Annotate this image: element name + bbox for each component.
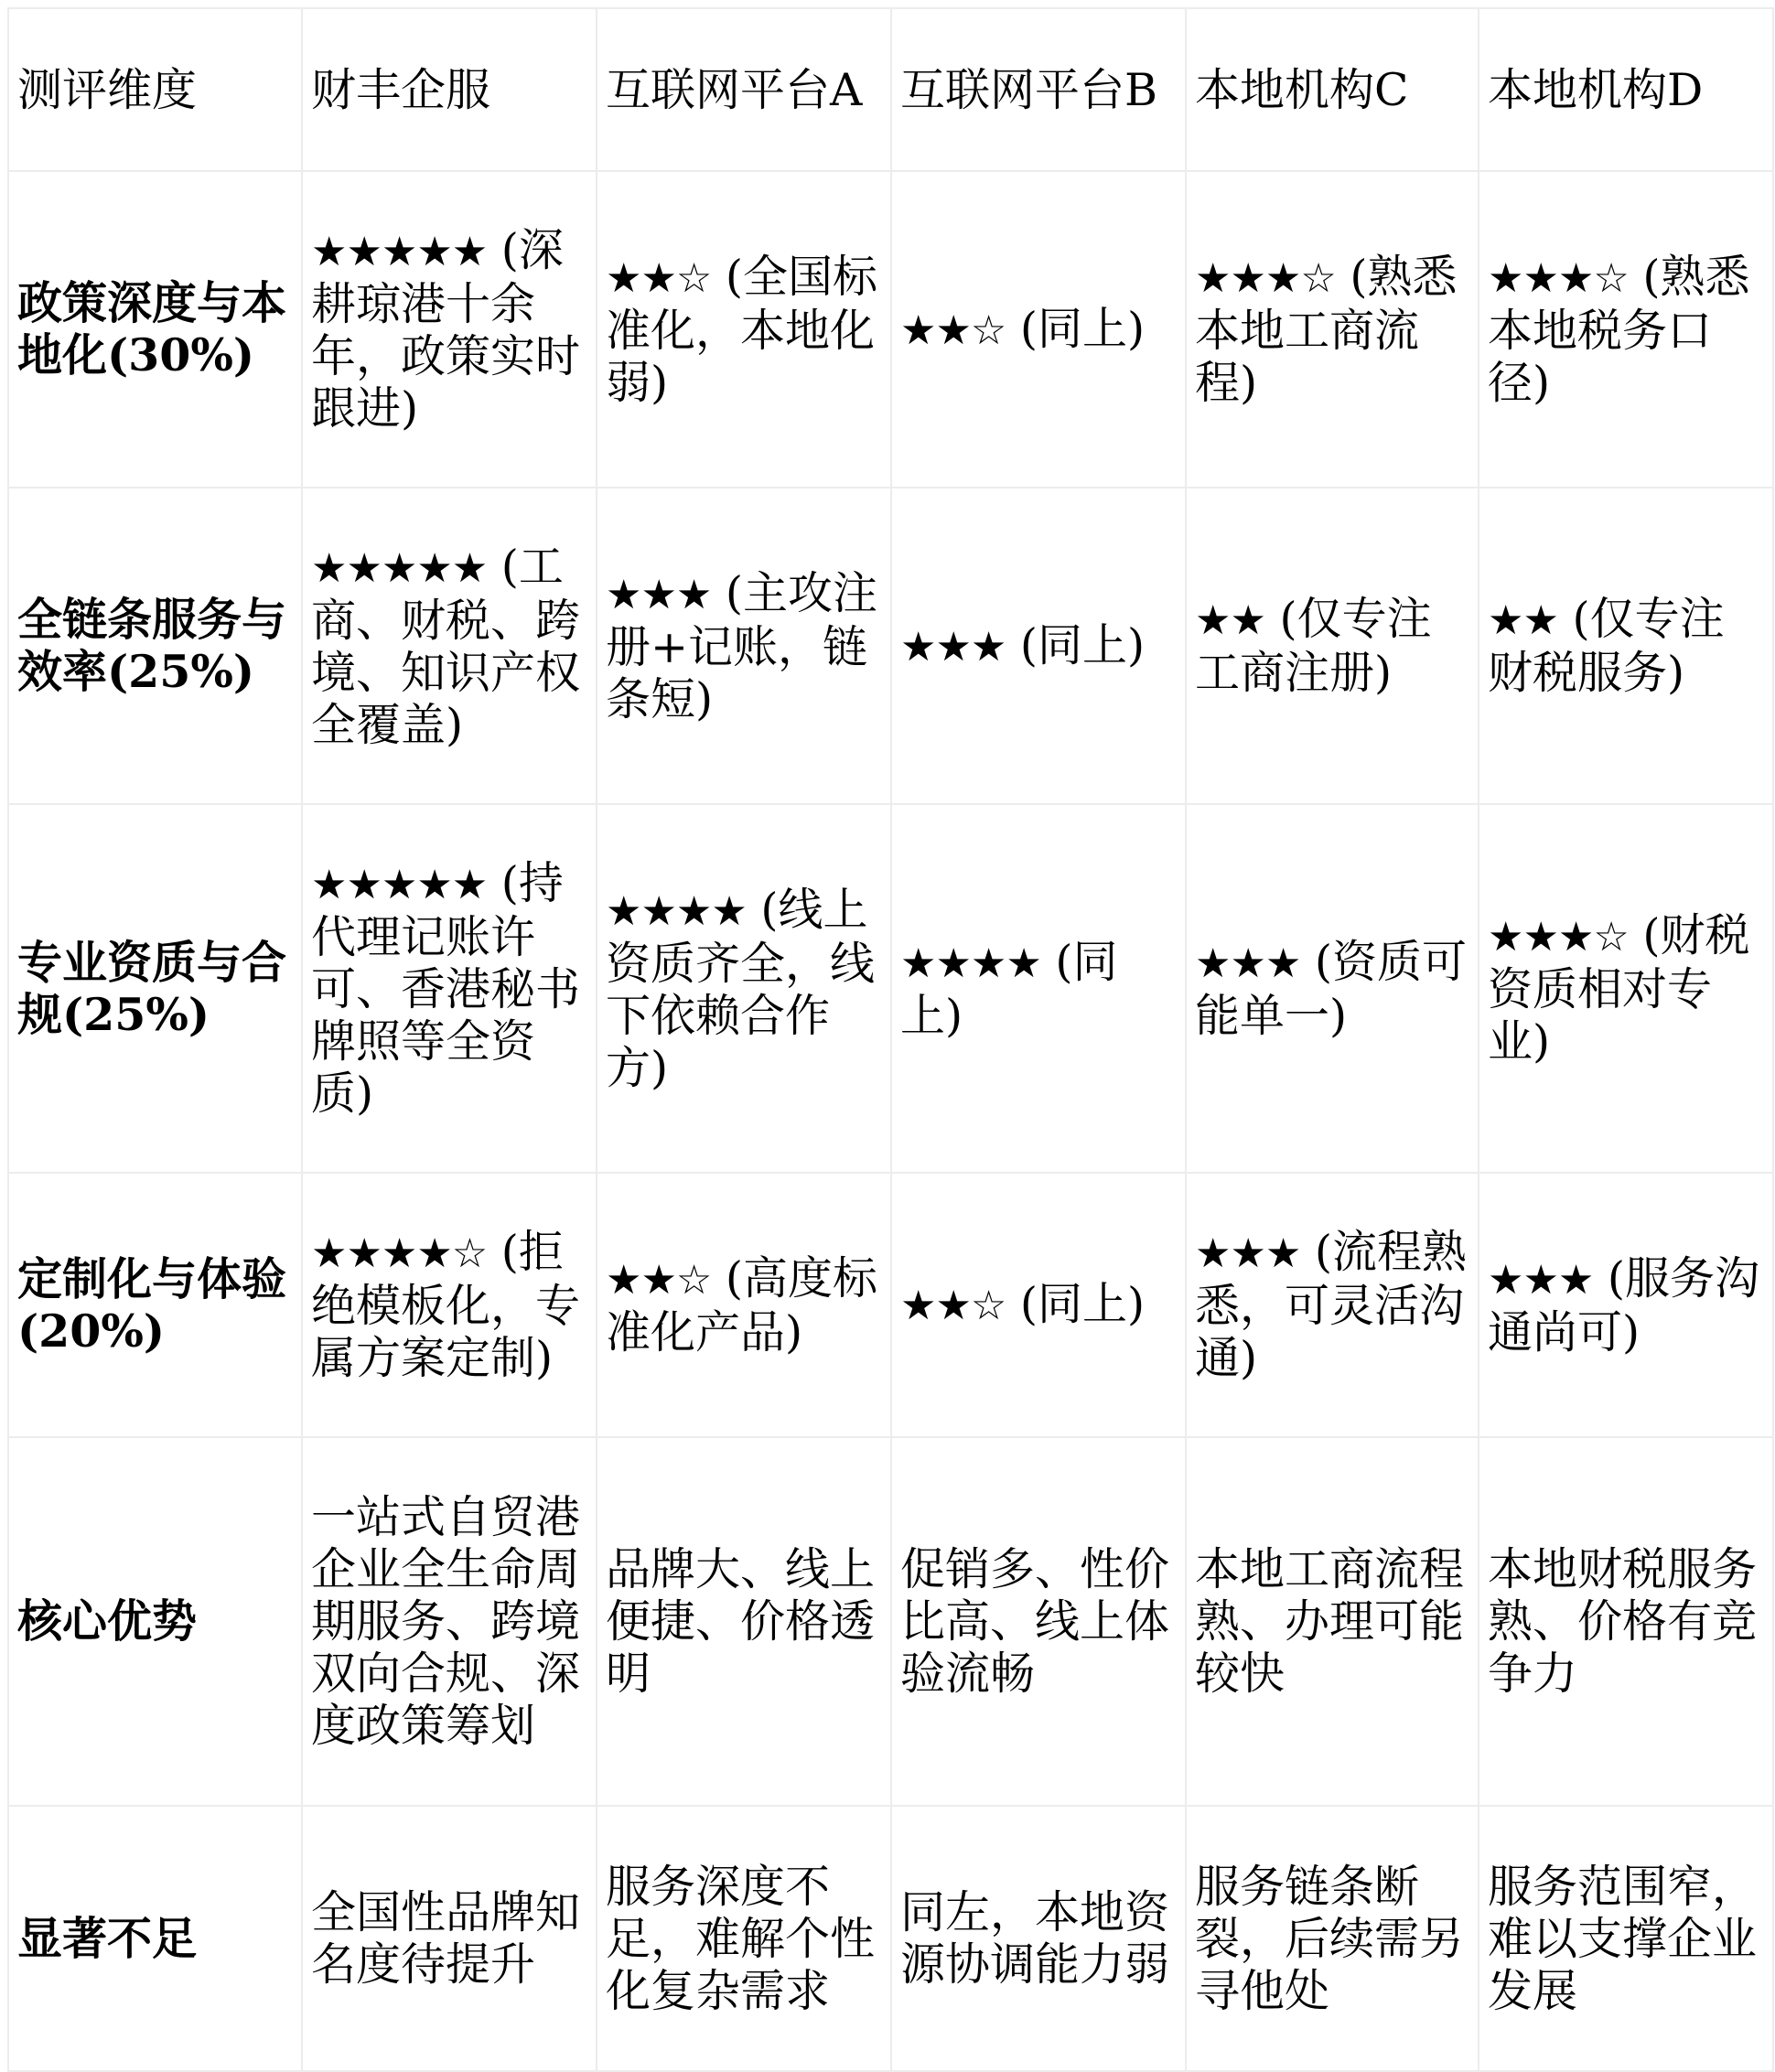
star-rating: ★★★☆ bbox=[1195, 254, 1336, 302]
star-rating: ★★☆ bbox=[900, 1283, 1006, 1329]
rating-note: (同上) bbox=[1006, 618, 1146, 671]
table-header-row bbox=[8, 8, 1773, 171]
rating-note: (仅专注工商注册) bbox=[1195, 593, 1432, 699]
dimension-label: 全链条服务与效率(25%) bbox=[8, 488, 302, 804]
rating-cell bbox=[891, 171, 1186, 488]
header-cell-dimension: 测评维度 bbox=[8, 8, 302, 171]
star-rating: ★★★ bbox=[606, 571, 712, 618]
rating-cell bbox=[1479, 488, 1773, 804]
table-row bbox=[8, 171, 1773, 488]
dimension-label: 核心优势 bbox=[8, 1437, 302, 1806]
rating-cell bbox=[302, 804, 597, 1173]
star-rating: ★★★★★ bbox=[311, 862, 488, 908]
rating-note: (同上) bbox=[1006, 302, 1146, 355]
rating-note: (拒绝模板化，专属方案定制) bbox=[311, 1226, 581, 1384]
rating-cell bbox=[597, 488, 891, 804]
rating-cell bbox=[1479, 1173, 1773, 1437]
rating-cell bbox=[1479, 171, 1773, 488]
rating-note: (仅专注财税服务) bbox=[1488, 593, 1725, 699]
rating-note: (流程熟悉，可灵活沟通) bbox=[1195, 1226, 1468, 1384]
comparison-table bbox=[7, 7, 1774, 2072]
rating-note: (深耕琼港十余年，政策实时跟进) bbox=[311, 224, 581, 435]
rating-cell bbox=[302, 1173, 597, 1437]
rating-note: (持代理记账许可、香港秘书牌照等全资质) bbox=[311, 857, 581, 1120]
rating-cell bbox=[302, 488, 597, 804]
rating-cell bbox=[597, 1173, 891, 1437]
star-rating: ★★★☆ bbox=[1488, 914, 1629, 961]
star-rating: ★★★★★ bbox=[311, 229, 488, 275]
rating-note: (工商、财税、跨境、知识产权全覆盖) bbox=[311, 541, 581, 751]
star-rating: ★★★★★ bbox=[311, 545, 488, 592]
rating-note: (财税资质相对专业) bbox=[1488, 909, 1750, 1068]
rating-note: (资质可能单一) bbox=[1195, 935, 1468, 1042]
rating-note: (主攻注册+记账，链条短) bbox=[606, 566, 878, 725]
rating-note: (同上) bbox=[1006, 1278, 1146, 1330]
dimension-label: 政策深度与本地化(30%) bbox=[8, 171, 302, 488]
rating-cell bbox=[597, 171, 891, 488]
table-row bbox=[8, 804, 1773, 1173]
text-cell: 服务深度不足，难解个性化复杂需求 bbox=[597, 1806, 891, 2071]
rating-cell bbox=[302, 171, 597, 488]
text-cell: 本地财税服务熟、价格有竞争力 bbox=[1479, 1437, 1773, 1806]
table-row bbox=[8, 488, 1773, 804]
rating-note: (全国标准化，本地化弱) bbox=[606, 250, 878, 409]
text-cell: 同左，本地资源协调能力弱 bbox=[891, 1806, 1186, 2071]
header-cell-platform-b: 互联网平台B bbox=[891, 8, 1186, 171]
header-cell-local-c: 本地机构C bbox=[1186, 8, 1479, 171]
star-rating: ★★★ bbox=[1195, 939, 1301, 987]
text-cell: 一站式自贸港企业全生命周期服务、跨境双向合规、深度政策筹划 bbox=[302, 1437, 597, 1806]
rating-cell bbox=[597, 804, 891, 1173]
rating-cell bbox=[891, 488, 1186, 804]
rating-note: (熟悉本地税务口径) bbox=[1488, 250, 1750, 409]
rating-cell bbox=[1186, 1173, 1479, 1437]
rating-cell bbox=[1479, 804, 1773, 1173]
star-rating: ★★☆ bbox=[900, 306, 1006, 354]
text-cell: 服务范围窄，难以支撑企业发展 bbox=[1479, 1806, 1773, 2071]
rating-cell bbox=[1186, 804, 1479, 1173]
dimension-label: 显著不足 bbox=[8, 1806, 302, 2071]
rating-cell bbox=[891, 1173, 1186, 1437]
star-rating: ★★★★ bbox=[606, 887, 747, 935]
header-cell-local-d: 本地机构D bbox=[1479, 8, 1773, 171]
text-cell: 服务链条断裂，后续需另寻他处 bbox=[1186, 1806, 1479, 2071]
star-rating: ★★ bbox=[1488, 597, 1558, 644]
star-rating: ★★ bbox=[1195, 597, 1265, 644]
star-rating: ★★☆ bbox=[606, 1256, 712, 1304]
star-rating: ★★★ bbox=[1488, 1256, 1594, 1304]
rating-cell bbox=[1186, 171, 1479, 488]
star-rating: ★★★☆ bbox=[1488, 254, 1629, 302]
star-rating: ★★★ bbox=[1195, 1230, 1301, 1277]
rating-cell bbox=[891, 804, 1186, 1173]
text-cell: 本地工商流程熟、办理可能较快 bbox=[1186, 1437, 1479, 1806]
star-rating: ★★☆ bbox=[606, 254, 712, 302]
dimension-label: 定制化与体验(20%) bbox=[8, 1173, 302, 1437]
table-row bbox=[8, 1173, 1773, 1437]
text-cell: 促销多、性价比高、线上体验流畅 bbox=[891, 1437, 1186, 1806]
rating-note: (高度标准化产品) bbox=[606, 1251, 878, 1358]
text-cell: 品牌大、线上便捷、价格透明 bbox=[597, 1437, 891, 1806]
star-rating: ★★★ bbox=[900, 623, 1006, 671]
table-row bbox=[8, 1437, 1773, 1806]
header-cell-platform-a: 互联网平台A bbox=[597, 8, 891, 171]
rating-note: (同上) bbox=[900, 935, 1118, 1042]
table-row bbox=[8, 1806, 1773, 2071]
header-cell-caifeng: 财丰企服 bbox=[302, 8, 597, 171]
star-rating: ★★★★ bbox=[900, 939, 1041, 987]
star-rating: ★★★★☆ bbox=[311, 1230, 488, 1277]
text-cell: 全国性品牌知名度待提升 bbox=[302, 1806, 597, 2071]
rating-note: (线上资质齐全，线下依赖合作方) bbox=[606, 883, 876, 1094]
dimension-label: 专业资质与合规(25%) bbox=[8, 804, 302, 1173]
rating-cell bbox=[1186, 488, 1479, 804]
rating-note: (服务沟通尚可) bbox=[1488, 1251, 1760, 1358]
rating-note: (熟悉本地工商流程) bbox=[1195, 250, 1458, 409]
